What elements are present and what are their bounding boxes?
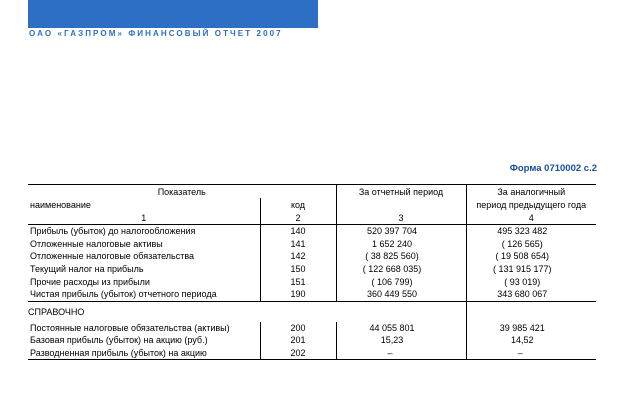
header-banner [28,0,318,28]
row-code: 142 [260,250,336,263]
row-code: 200 [260,322,336,335]
row-previous: ( 131 915 177) [492,264,552,275]
table-row [28,347,596,360]
financial-report-table [28,184,596,360]
row-code: 141 [260,238,336,251]
table-header-row-numbers [28,211,596,225]
row-code: 140 [260,225,336,238]
header-previous-period-line2: период предыдущего года [476,199,587,210]
header-previous-period-line1: За аналогичный [466,185,596,199]
table-row [28,334,596,347]
row-current: 360 449 550 [336,288,466,301]
row-previous: 495 323 482 [497,226,548,237]
row-name: Постоянные налоговые обязательства (активы) [30,322,230,333]
form-number-label: Форма 0710002 с.2 [509,163,597,174]
row-current: ( 106 799) [336,275,466,288]
header-num-code: 2 [260,211,336,225]
table-header-row-2 [28,198,596,211]
row-code: 190 [260,288,336,301]
row-code: 150 [260,263,336,276]
row-name: Отложенные налоговые обязательства [30,251,195,262]
row-previous: ( 19 508 654) [495,251,550,262]
header-num-name: 1 [28,211,260,225]
row-previous: – [466,347,596,360]
section-title: СПРАВОЧНО [28,306,85,317]
row-name: Прочие расходы из прибыли [30,276,150,287]
row-current: ( 122 668 035) [336,263,466,276]
row-previous: 39 985 421 [499,322,545,333]
row-code: 202 [260,347,336,360]
table-header-row-1 [28,185,596,199]
row-code: 151 [260,275,336,288]
row-previous: ( 93 019) [504,276,541,287]
row-name: Прибыль (убыток) до налогообложения [30,226,196,237]
header-num-current: 3 [336,211,466,225]
section-title-code [260,301,336,322]
company-report-title: ОАО «ГАЗПРОМ» ФИНАНСОВЫЙ ОТЧЕТ 2007 [29,29,283,38]
table-row [28,238,596,251]
header-name: наименование [30,199,91,210]
row-current: 1 652 240 [336,238,466,251]
row-previous: ( 126 565) [501,238,543,249]
section-title-current [336,301,466,322]
table-row [28,275,596,288]
table-row [28,322,596,335]
header-code: код [260,198,336,211]
row-current: 520 397 704 [336,225,466,238]
section-title-previous [466,301,596,322]
row-current: 15,23 [336,334,466,347]
section-title-row [28,301,596,322]
row-current: 44 055 801 [336,322,466,335]
table-row [28,263,596,276]
table-row [28,250,596,263]
header-indicator: Показатель [28,185,336,199]
table-row [28,225,596,238]
row-name: Базовая прибыль (убыток) на акцию (руб.) [30,335,208,346]
row-previous: 14,52 [510,335,534,346]
header-current-period: За отчетный период [336,185,466,199]
row-current: ( 38 825 560) [336,250,466,263]
row-name: Отложенные налоговые активы [30,238,163,249]
row-name: Чистая прибыль (убыток) отчетного периода [28,288,260,301]
row-name: Разводненная прибыль (убыток) на акцию [28,347,260,360]
table-row-total [28,288,596,301]
row-current: – [336,347,466,360]
row-name: Текущий налог на прибыль [30,264,144,275]
row-previous: 343 680 067 [466,288,596,301]
header-num-previous: 4 [466,211,596,225]
header-current-period-spacer [336,198,466,211]
row-code: 201 [260,334,336,347]
